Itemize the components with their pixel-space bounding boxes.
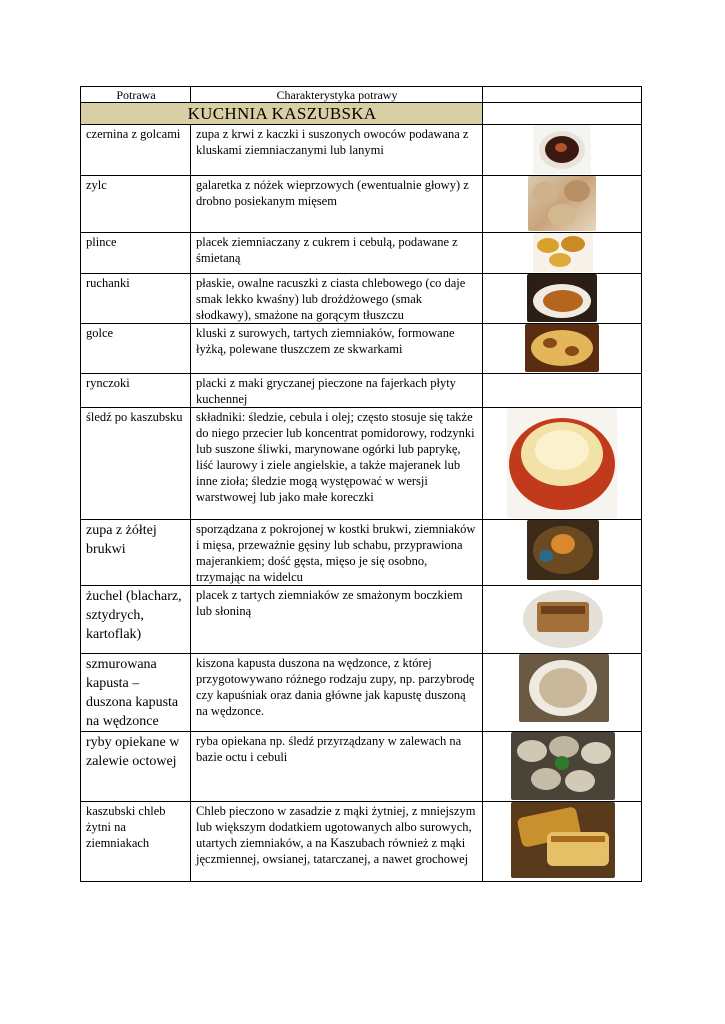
dishes-table	[80, 86, 642, 882]
header-image	[483, 87, 642, 103]
dish-photo-cell	[483, 408, 642, 520]
table-row	[81, 233, 642, 274]
dish-photo-cell	[483, 233, 642, 274]
section-title: KUCHNIA KASZUBSKA	[81, 103, 483, 125]
dish-name: rynczoki	[81, 374, 191, 408]
dish-photo-cell	[483, 802, 642, 882]
dish-name: golce	[81, 324, 191, 374]
plince-photo	[533, 233, 593, 272]
table-row	[81, 520, 642, 586]
header-row	[81, 87, 642, 103]
dish-name: kaszubski chleb żytni na ziemniakach	[81, 802, 191, 882]
zuchel-photo	[519, 586, 607, 652]
dish-description: płaskie, owalne racuszki z ciasta chlebowego (co daje smak lekko kwaśny) lub drożdżowego (smak słodkawy), smażone na gorącym tłuszczu	[191, 274, 483, 324]
dish-name: szmurowana kapusta – duszona kapusta na wędzonce	[81, 654, 191, 732]
dish-photo-cell	[483, 586, 642, 654]
dish-description: Chleb pieczono w zasadzie z mąki żytniej, z mniejszym lub większym dodatkiem ugotowanych albo surowych, utartych ziemniaków, a na Kaszubach również z mąki jęczmiennej, owsianej, tatarczanej, a nawet grochowej	[191, 802, 483, 882]
dish-name: ruchanki	[81, 274, 191, 324]
table-row	[81, 802, 642, 882]
dish-description: placki z maki gryczanej pieczone na fajerkach płyty kuchennej	[191, 374, 483, 408]
dish-photo-cell	[483, 520, 642, 586]
dish-description: kiszona kapusta duszona na wędzonce, z której przygotowywano różnego rodzaju zupy, np. parzybrodę czy kapuśniak oraz dania główne jak kapustę duszoną na wędzonce.	[191, 654, 483, 732]
table-row	[81, 408, 642, 520]
dish-name: plince	[81, 233, 191, 274]
table-row	[81, 654, 642, 732]
zylc-photo	[528, 176, 596, 231]
dish-description: kluski z surowych, tartych ziemniaków, formowane łyżką, polewane tłuszczem ze skwarkami	[191, 324, 483, 374]
dish-name: zupa z żółtej brukwi	[81, 520, 191, 586]
dish-name: śledź po kaszubsku	[81, 408, 191, 520]
dish-description: placek z tartych ziemniaków ze smażonym boczkiem lub słoniną	[191, 586, 483, 654]
dish-name: ryby opiekane w zalewie octowej	[81, 732, 191, 802]
section-row	[81, 103, 642, 125]
table-row	[81, 324, 642, 374]
dish-photo-cell	[483, 125, 642, 176]
table-row	[81, 374, 642, 408]
sledz-photo	[507, 408, 617, 518]
dish-photo-cell	[483, 274, 642, 324]
golce-photo	[525, 324, 599, 372]
dish-name: żuchel (blacharz, sztydrych, kartoflak)	[81, 586, 191, 654]
dish-description: placek ziemniaczany z cukrem i cebulą, podawane z śmietaną	[191, 233, 483, 274]
dish-description: sporządzana z pokrojonej w kostki brukwi, ziemniaków i mięsa, przeważnie gęsiny lub schabu, przyprawiona majerankiem; dość gęsta, mięso je się osobno, trzymając na widelcu	[191, 520, 483, 586]
dish-description: ryba opiekana np. śledź przyrządzany w zalewach na bazie octu i cebuli	[191, 732, 483, 802]
ryby-photo	[511, 732, 615, 800]
dish-photo-cell	[483, 176, 642, 233]
ruchanki-photo	[527, 274, 597, 322]
dish-photo-cell	[483, 374, 642, 408]
table-row	[81, 176, 642, 233]
dish-photo-cell	[483, 324, 642, 374]
table-row	[81, 125, 642, 176]
table-row	[81, 586, 642, 654]
dish-description: zupa z krwi z kaczki i suszonych owoców podawana z kluskami ziemniaczanymi lub lanymi	[191, 125, 483, 176]
dish-description: galaretka z nóżek wieprzowych (ewentualnie głowy) z drobno posiekanym mięsem	[191, 176, 483, 233]
dish-photo-cell	[483, 732, 642, 802]
table-row	[81, 732, 642, 802]
header-dish: Potrawa	[81, 87, 191, 103]
chleb-photo	[511, 802, 615, 878]
brukiew-photo	[527, 520, 599, 580]
dish-description: składniki: śledzie, cebula i olej; często stosuje się także do niego przecier lub koncentrat pomidorowy, rodzynki lub suszone śliwki, marynowane ogórki lub paprykę, liść laurowy i ziele angielskie, a także majeranek lub inne zioła; śledzie mogą występować w wersji warstwowej lub jako małe koreczki	[191, 408, 483, 520]
czernina-photo	[533, 125, 591, 174]
header-description: Charakterystyka potrawy	[191, 87, 483, 103]
dish-photo-cell	[483, 654, 642, 732]
section-empty-cell	[483, 103, 642, 125]
table-row	[81, 274, 642, 324]
dish-name: zylc	[81, 176, 191, 233]
dish-name: czernina z golcami	[81, 125, 191, 176]
kapusta-photo	[519, 654, 609, 722]
